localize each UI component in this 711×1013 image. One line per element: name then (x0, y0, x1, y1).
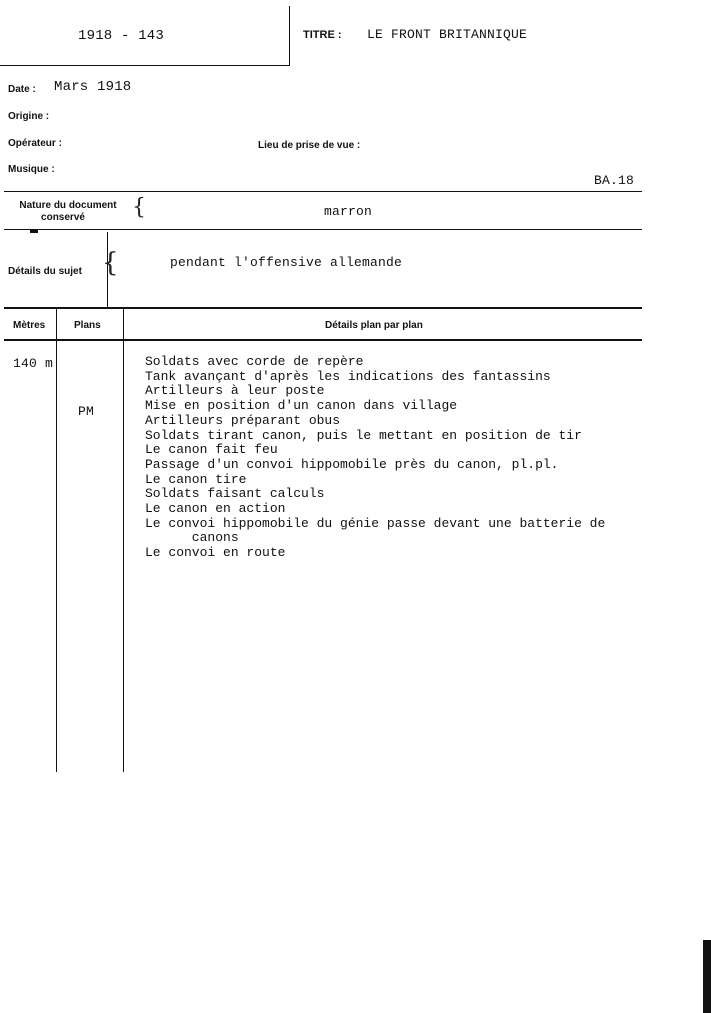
operateur-label: Opérateur : (8, 138, 62, 149)
detail-line: Le canon fait feu (145, 442, 278, 458)
col-details-header: Détails plan par plan (325, 320, 423, 331)
col-plans-header: Plans (74, 320, 101, 331)
plans-value: PM (78, 404, 95, 419)
nature-value: marron (324, 204, 373, 219)
header-divider (289, 6, 290, 66)
nature-brace: { (132, 195, 146, 220)
rule-below-nature (4, 229, 642, 230)
table-header-rule (4, 339, 642, 341)
detail-line: Artilleurs à leur poste (145, 383, 325, 399)
table-top-rule (4, 307, 642, 309)
detail-line: Le canon en action (145, 501, 286, 517)
sujet-label: Détails du sujet (8, 266, 82, 277)
nature-label-line1: Nature du document (19, 200, 117, 211)
detail-line: Le convoi en route (145, 545, 286, 561)
col-divider-2 (123, 309, 124, 772)
date-label: Date : (8, 84, 36, 95)
detail-line: Soldats tirant canon, puis le mettant en position de tir (145, 427, 582, 443)
col-metres-header: Mètres (13, 320, 46, 331)
lieu-label: Lieu de prise de vue : (258, 140, 361, 151)
header-bottom-rule (0, 65, 290, 66)
archive-code: BA.18 (594, 173, 635, 188)
scan-edge-mark (703, 940, 711, 1013)
nature-label (8, 200, 128, 224)
detail-line: Le canon tire (145, 471, 247, 487)
musique-label: Musique : (8, 164, 55, 175)
detail-line: Passage d'un convoi hippomobile près du canon, pl.pl. (145, 456, 559, 472)
col-divider-1 (56, 309, 57, 772)
details-list (145, 355, 605, 561)
title-value: LE FRONT BRITANNIQUE (367, 27, 528, 42)
sujet-value: pendant l'offensive allemande (170, 255, 403, 270)
detail-line: Artilleurs préparant obus (145, 412, 341, 428)
rule-above-nature (4, 191, 642, 192)
metres-value: 140 m (13, 356, 54, 371)
detail-line: Soldats avec corde de repère (145, 354, 364, 369)
date-value: Mars 1918 (54, 79, 132, 95)
detail-line: Mise en position d'un canon dans village (145, 398, 458, 414)
title-label: TITRE : (303, 29, 342, 41)
edge-tick (30, 230, 38, 233)
reference-number: 1918 - 143 (78, 28, 165, 44)
origine-label: Origine : (8, 111, 50, 122)
detail-line: Le convoi hippomobile du génie passe devant une batterie de (145, 515, 606, 531)
nature-label-line2: conservé (41, 212, 85, 223)
detail-line: canons (145, 530, 239, 546)
detail-line: Soldats faisant calculs (145, 486, 325, 502)
sujet-brace: { (102, 248, 119, 278)
detail-line: Tank avançant d'après les indications des fantassins (145, 368, 551, 384)
